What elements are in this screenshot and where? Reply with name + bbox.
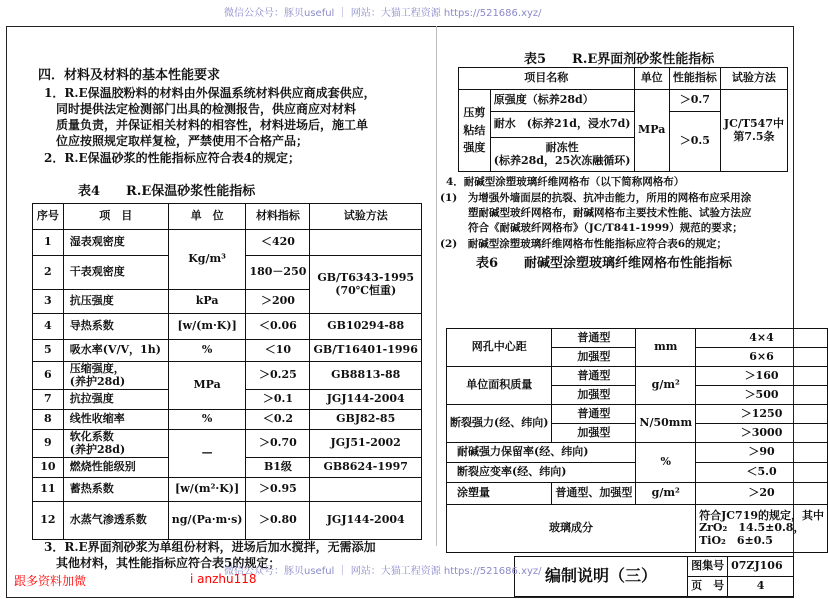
t6-value: ZrO₂ 14.5±0.8， (699, 521, 805, 535)
t4-unit: [w/(m·K)] (168, 314, 246, 340)
t4-no: 9 (33, 430, 64, 458)
sec4-heading: 4．耐碱型涂塑玻璃纤维网格布（以下简称网格布） (446, 176, 685, 188)
table-row (33, 478, 422, 502)
t6-type: 普通型 (552, 329, 636, 348)
t4-item: 干表观密度 (63, 256, 168, 290)
t6-item: 断裂应变率(经、纬向) (447, 463, 636, 483)
t4-item: 蓄热系数 (63, 478, 168, 502)
t6-value: 4×4 (696, 329, 828, 348)
t4-no: 2 (33, 256, 64, 290)
t4-no: 4 (33, 314, 64, 340)
t6-unit: g/m² (636, 483, 696, 505)
t5-item: 原强度（标养28d） (490, 90, 634, 112)
t4-unit-density: Kg/m³ (168, 230, 246, 290)
t4-no: 8 (33, 410, 64, 430)
t6-type: 加强型 (552, 348, 636, 367)
t4-unit: [w/(m²·K)] (168, 478, 246, 502)
para1-line3: 质量负责，并保证相关材料的相容性，材料进场后，施工单 (56, 118, 369, 132)
t6-value: ＞90 (696, 443, 828, 463)
table-row (33, 340, 422, 362)
t4-no: 11 (33, 478, 64, 502)
t4-unit: kPa (168, 290, 246, 314)
atlas-label: 图集号 (688, 557, 728, 577)
t4-no: 1 (33, 230, 64, 256)
t5-item: 耐冻性 (545, 140, 579, 154)
t5-method: JC/T547中 (723, 116, 784, 130)
t6-unit: g/m² (636, 367, 696, 405)
t6-item: 断裂强力(经、纬向) (447, 405, 552, 443)
table-row (33, 502, 422, 540)
t4-unit-mpa: MPa (168, 362, 246, 410)
table-row (447, 483, 828, 505)
t6-value: ＞20 (696, 483, 828, 505)
table-row (33, 430, 422, 458)
title-block (514, 556, 794, 597)
t4-item: 抗压强度 (63, 290, 168, 314)
t4-item-note: (养护28d) (69, 442, 126, 456)
sec4-p2: (2) 耐碱型涂塑玻璃纤维网格布性能指标应符合表6的规定； (440, 238, 728, 250)
t6-value: ＞160 (696, 367, 828, 386)
t4-h-item: 项 目 (63, 204, 168, 230)
t6-item: 网孔中心距 (447, 329, 552, 367)
watermark-red-right: i anzhu118 (190, 572, 257, 586)
t5-value: ＞0.5 (669, 112, 720, 172)
t6-unit: N/50mm (636, 405, 696, 443)
t5-method2: 第7.5条 (733, 129, 775, 143)
t4-h-method: 试验方法 (310, 204, 422, 230)
t4-method: GB8624-1997 (310, 458, 422, 478)
t4-item: 水蒸气渗透系数 (63, 502, 168, 540)
table-row (447, 505, 828, 553)
table6-title: 表6 耐碱型涂塑玻璃纤维网格布性能指标 (476, 256, 733, 271)
t5-item-frost (490, 138, 634, 172)
section-heading: 四．材料及材料的基本性能要求 (38, 68, 221, 83)
table-row (447, 443, 828, 463)
sec4-p1-line3: 符合《耐碱玻纤网格布》（JC/T841-1999）规范的要求； (468, 222, 743, 234)
t6-type: 加强型 (552, 424, 636, 443)
atlas-no: 07ZJ106 (728, 557, 794, 577)
t4-value: ＜10 (246, 340, 310, 362)
t4-item: 导热系数 (63, 314, 168, 340)
table-row (33, 314, 422, 340)
t5-h-method: 试验方法 (720, 68, 787, 90)
t5-unit: MPa (634, 90, 669, 172)
t5-item: 耐水 (标养21d，浸水7d) (490, 112, 634, 138)
table-row (33, 230, 422, 256)
t6-value: 6×6 (696, 348, 828, 367)
para3-line2: 其他材料，其性能指标应符合表5的规定； (56, 556, 281, 570)
watermark-red-left: 跟多资料加微 (14, 574, 87, 588)
table-row (447, 405, 828, 424)
table4 (32, 203, 422, 540)
t5-h-unit: 单位 (634, 68, 669, 90)
t5-item2: (标养28d，25次冻融循环) (493, 153, 631, 167)
t4-value: ＞0.25 (246, 362, 310, 390)
para2: 2．R.E保温砂浆的性能指标应符合表4的规定； (44, 151, 300, 165)
page-gutter (436, 26, 437, 546)
t4-value: ＜0.2 (246, 410, 310, 430)
t4-method (310, 230, 422, 256)
t4-method-note: (70℃恒重) (335, 283, 397, 297)
t5-group: 压剪粘结强度 (459, 90, 491, 172)
sec4-p1-line1: (1) 为增强外墙面层的抗裂、抗冲击能力，所用的网格布应采用涂 (440, 192, 752, 204)
page-label: 页 号 (688, 577, 728, 597)
table-row (447, 367, 828, 386)
t6-value: TiO₂ 6±0.5 (699, 533, 773, 547)
t6-item: 涂塑量 (447, 483, 552, 505)
page-no: 4 (728, 577, 794, 597)
t6-value: ＞500 (696, 386, 828, 405)
title-block-row (515, 557, 794, 577)
t4-no: 5 (33, 340, 64, 362)
t4-h-no: 序号 (33, 204, 64, 230)
t4-no: 3 (33, 290, 64, 314)
t4-value: ＞0.70 (246, 430, 310, 458)
t4-method: JGJ144-2004 (310, 390, 422, 410)
t4-value: ＜420 (246, 230, 310, 256)
t4-value: ＞0.80 (246, 502, 310, 540)
t4-item: 抗拉强度 (63, 390, 168, 410)
t5-h-value: 性能指标 (669, 68, 720, 90)
t4-method-density (310, 256, 422, 314)
t4-item: 湿表观密度 (63, 230, 168, 256)
t6-item: 玻璃成分 (447, 505, 696, 553)
para1-line1: 1．R.E保温胶粉料的材料由外保温系统材料供应商成套供应， (44, 86, 376, 100)
t5-h-item: 项目名称 (459, 68, 635, 90)
t4-item: 软化系数 (69, 429, 114, 443)
t4-item-compress (63, 362, 168, 390)
table-row (33, 362, 422, 390)
para1-line2: 同时提供法定检测部门出具的检测报告，供应商应对材料 (56, 102, 357, 116)
t4-no: 12 (33, 502, 64, 540)
para3-line1: 3．R.E界面剂砂浆为单组份材料，进场后加水搅拌，无需添加 (44, 540, 376, 554)
t5-method-cell (720, 90, 787, 172)
t6-type: 普通型、加强型 (552, 483, 636, 505)
table6 (446, 328, 828, 553)
t4-method: GB/T6343-1995 (317, 270, 415, 284)
table-row (33, 410, 422, 430)
t4-item: 吸水率(V/V，1h) (63, 340, 168, 362)
t4-item: 压缩强度， (69, 361, 125, 375)
table5 (458, 67, 788, 172)
t4-method: JGJ51-2002 (310, 430, 422, 458)
t6-type: 普通型 (552, 405, 636, 424)
t4-item-soft (63, 430, 168, 458)
t6-item: 单位面积质量 (447, 367, 552, 405)
t4-method (310, 478, 422, 502)
t6-unit: mm (636, 329, 696, 367)
t5-value: ＞0.7 (669, 90, 720, 112)
t4-unit-dash: — (168, 430, 246, 478)
t6-unit: % (636, 443, 696, 483)
t4-method: GB10294-88 (310, 314, 422, 340)
t4-method: JGJ144-2004 (310, 502, 422, 540)
t6-value: 符合JC719的规定，其中 (699, 508, 825, 522)
t4-method: GB/T16401-1996 (310, 340, 422, 362)
t4-no: 6 (33, 362, 64, 390)
t6-item: 耐碱强力保留率(经、纬向) (447, 443, 636, 463)
t4-value: 180－250 (246, 256, 310, 290)
t6-glass-values (696, 505, 828, 553)
para1-line4: 位应按照规定取样复检，严禁使用不合格产品； (56, 134, 309, 148)
table4-header (33, 204, 422, 230)
t4-item-note: (养护28d) (69, 374, 126, 388)
t4-no: 10 (33, 458, 64, 478)
t4-value: ＞0.1 (246, 390, 310, 410)
table4-title: 表4 R.E保温砂浆性能指标 (78, 184, 256, 199)
t4-value: B1级 (246, 458, 310, 478)
table5-title: 表5 R.E界面剂砂浆性能指标 (524, 52, 715, 67)
t6-type: 普通型 (552, 367, 636, 386)
t4-item: 线性收缩率 (63, 410, 168, 430)
t4-method: GB8813-88 (310, 362, 422, 390)
t6-value: ＜5.0 (696, 463, 828, 483)
t6-value: ＞1250 (696, 405, 828, 424)
t4-unit: ng/(Pa·m·s) (168, 502, 246, 540)
t4-method: GBJ82-85 (310, 410, 422, 430)
watermark-bottom: 微信公众号：豚贝useful ｜ 网站：大猫工程资源 https://521686.xyz/ (224, 566, 542, 577)
t4-unit: % (168, 340, 246, 362)
title-block-label: 编制说明（三） (515, 557, 688, 597)
t4-h-unit: 单 位 (168, 204, 246, 230)
table5-header (459, 68, 788, 90)
t4-value: ＜0.06 (246, 314, 310, 340)
table-row (447, 329, 828, 348)
t4-no: 7 (33, 390, 64, 410)
watermark-top: 微信公众号：豚贝useful ｜ 网站：大猫工程资源 https://521686.xyz/ (224, 8, 542, 19)
t4-unit: % (168, 410, 246, 430)
t6-value: ＞3000 (696, 424, 828, 443)
t4-h-value: 材料指标 (246, 204, 310, 230)
table-row (459, 90, 788, 112)
t4-value: ＞0.95 (246, 478, 310, 502)
sec4-p1-line2: 塑耐碱型玻纤网格布，耐碱网格布主要技术性能、试验方法应 (468, 207, 752, 219)
t4-value: ＞200 (246, 290, 310, 314)
t4-item: 燃烧性能级别 (63, 458, 168, 478)
t6-type: 加强型 (552, 386, 636, 405)
